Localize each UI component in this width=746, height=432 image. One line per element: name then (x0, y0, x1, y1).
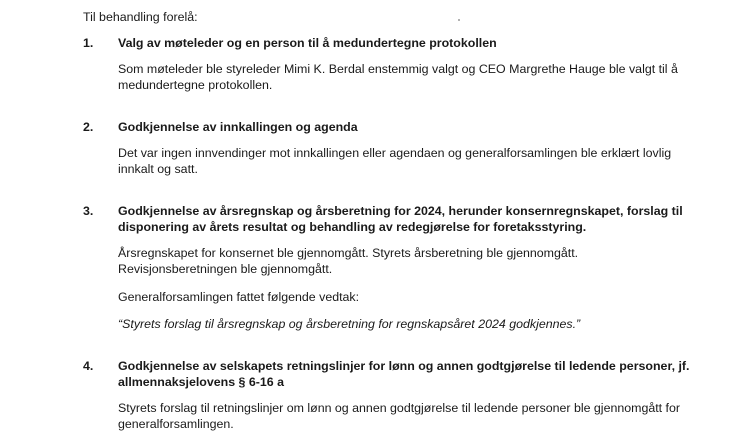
item-3-paragraph-1: Årsregnskapet for konsernet ble gjennomgått. Styrets årsberetning ble gjennomgått. Revisjonsberetningen ble gjennomgått. (118, 246, 579, 276)
item-3-number: 3. (83, 204, 94, 218)
intro-text: Til behandling forelå: (83, 10, 198, 24)
item-4-paragraph: Styrets forslag til retningslinjer om lønn og annen godtgjørelse til ledende personer ble gjennomgått for generalforsamlingen. (118, 401, 681, 431)
item-3-paragraph-2: Generalforsamlingen fattet følgende vedtak: (118, 290, 360, 304)
item-2-paragraph: Det var ingen innvendinger mot innkallingen eller agendaen og generalforsamlingen ble erklært lovlig innkalt og satt. (118, 146, 672, 176)
item-4-number: 4. (83, 359, 94, 373)
item-3-heading: Godkjennelse av årsregnskap og årsberetning for 2024, herunder konsernregnskapet, forslag til disponering av årets resultat og behandling av redegjørelse for foretaksstyring. (118, 204, 683, 234)
item-2-heading: Godkjennelse av innkallingen og agenda (118, 120, 358, 134)
item-1-paragraph: Som møteleder ble styreleder Mimi K. Berdal enstemmig valgt og CEO Margrethe Hauge ble valgt til å medundertegne protokollen. (118, 62, 678, 92)
item-1-number: 1. (83, 36, 94, 50)
item-1-heading: Valg av møteleder og en person til å medundertegne protokollen (118, 36, 497, 50)
item-2-number: 2. (83, 120, 94, 134)
scan-speck (458, 19, 460, 21)
item-3-resolution: “Styrets forslag til årsregnskap og årsberetning for regnskapsåret 2024 godkjennes.” (118, 317, 581, 331)
item-4-heading: Godkjennelse av selskapets retningslinjer for lønn og annen godtgjørelse til ledende personer, jf. allmennaksjelovens § 6-16 a (118, 359, 690, 389)
